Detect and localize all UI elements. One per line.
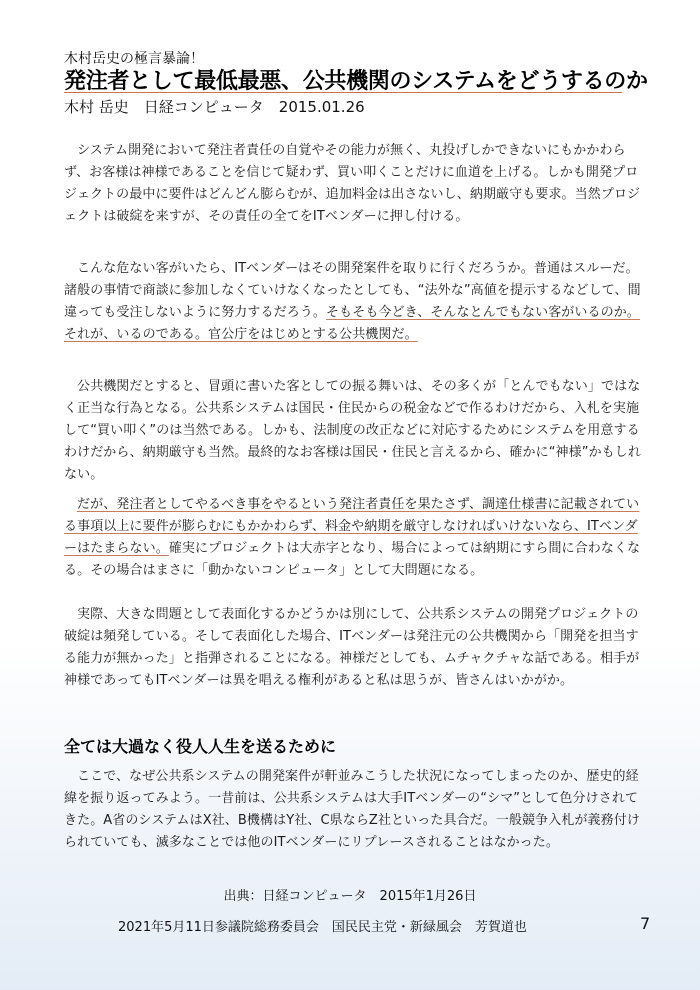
footer-meeting-note: 2021年5月11日参議院総務委員会 国民民主党・新緑風会 芳賀道也: [118, 920, 527, 935]
paragraph-text: 公共機関だとすると、冒頭に書いた客としての振る舞いは、その多くが「とんでもない」ではなく正当な行為となる。公共系システムは国民・住民からの税金などで作るわけだから、入札を実施して“買い叩く”のは当然である。しかも、法制度の改正などに対応するためにシステムを用意するわけだから、納期厳守も当然。最終的なお客様は国民・住民と言えるから、確かに“神様”かもしれない。: [64, 379, 641, 482]
highlighted-text: だが、発注者としてやるべき事をやるという発注者責任を果たさず、調達仕様書に記載されている事項以上に要件が膨らむにもかかわらず、料金や納期を厳守しなければいけないなら、ITベンダーはたまらない。: [64, 497, 640, 556]
highlighted-text: そもそも今どき、そんなとんでもない客がいるのか。それが、いるのである。官公庁をはじめとする公共機関だ。: [64, 305, 640, 342]
paragraph-text: 実際、大きな問題として表面化するかどうかは別にして、公共系システムの開発プロジェクトの破綻は頻発している。そして表面化した場合、ITベンダーは発注元の公共機関から「開発を担当する能力が無かった」と指弾されることになる。神様だとしても、ムチャクチャな話である。相手が神様であってもITベンダーは異を唱える権利があると私は思うが、皆さんはいかがか。: [64, 607, 640, 688]
paragraph-text: 確実にプロジェクトは大赤字となり、場合によっては納期にすら間に合わなくなる。その場合はまさに「動かないコンピュータ」として大問題になる。: [64, 541, 641, 578]
paragraph-6: [64, 766, 644, 854]
paragraph-text: ここで、なぜ公共系システムの開発案件が軒並みこうした状況になってしまったのか、歴史的経緯を振り返ってみよう。一昔前は、公共系システムは大手ITベンダーの“シマ”として色分けされてきた。A省のシステムはX社、B機構はY社、C県ならZ社といった具合だ。一般競争入札が義務付けられていても、滅多なことでは他のITベンダーにリプレースされることはなかった。: [64, 769, 640, 850]
paragraph-3: [64, 376, 644, 486]
article-byline: 木村 岳史 日経コンピュータ 2015.01.26: [64, 98, 365, 116]
paragraph-2: [64, 258, 644, 346]
paragraph-5: [64, 604, 644, 692]
paragraph-1: [64, 140, 644, 228]
page-number: 7: [640, 914, 651, 933]
headline-underline: [64, 92, 622, 93]
column-series-title: 木村岳史の極言暴論！: [64, 51, 204, 67]
paragraph-text: システム開発において発注者責任の自覚やその能力が無く、丸投げしかできないにもかかわらず、お客様は神様であることを信じて疑わず、買い叩くことだけに血道を上げる。しかも開発プロジェクトの最中に要件はどんどん膨らむが、追加料金は出さないし、納期厳守も要求。当然プロジェクトは破綻を来すが、その責任の全てをITベンダーに押し付ける。: [64, 143, 641, 224]
section-subheading: 全ては大過なく役人人生を送るために: [64, 737, 337, 756]
paragraph-text: こんな危ない客がいたら、ITベンダーはその開発案件を取りに行くだろうか。普通はスルーだ。諸般の事情で商談に参加しなくていけなくなったとしても、“法外な”高値を提示するなどして、間違っても受注しないように努力するだろう。: [64, 261, 641, 320]
article-headline: 発注者として最低最悪、公共機関のシステムをどうするのか: [64, 69, 648, 94]
paragraph-4: [64, 494, 644, 582]
source-citation: 出典：日経コンピュータ 2015年1月26日: [223, 889, 477, 904]
